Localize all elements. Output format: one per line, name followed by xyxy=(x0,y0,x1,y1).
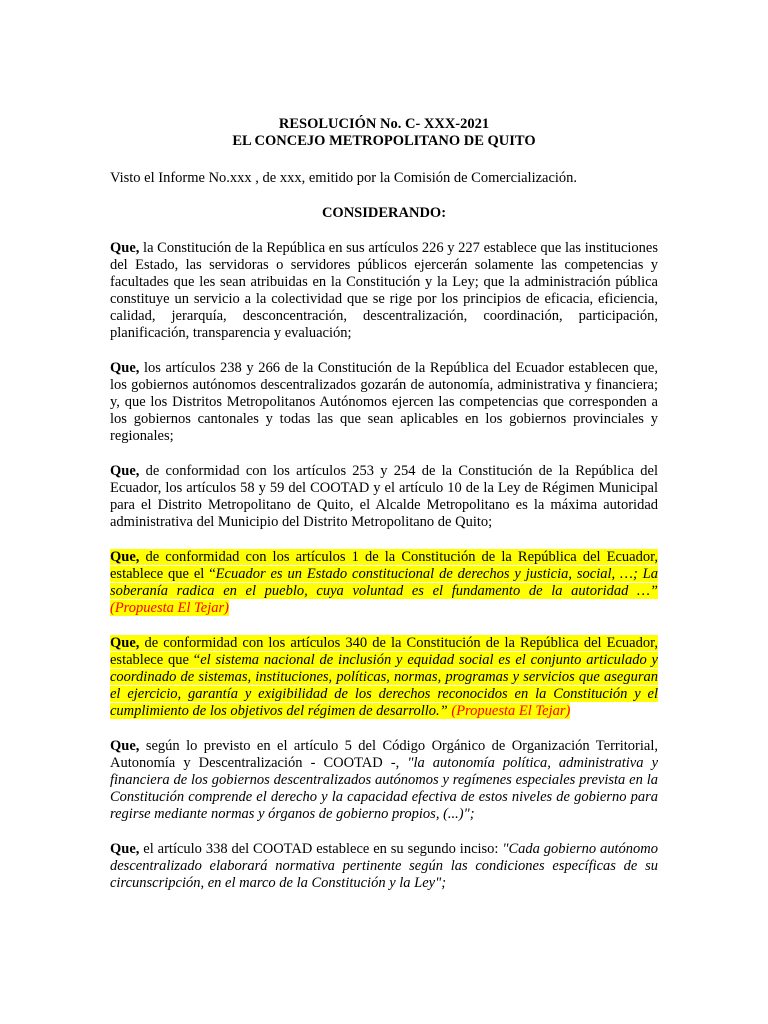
paragraph-text: los artículos 238 y 266 de la Constitución de la República del Ecuador establecen que, los gobiernos autónomos descentralizados gozarán de autonomía, administrativa y financiera; y, que los Distritos Metropolitanos Autónomos ejercen las competencias que corresponden a los gobiernos cantonales y todas las que sean aplicables en los gobiernos provinciales y regionales; xyxy=(110,360,658,444)
highlighted-proposal xyxy=(110,635,658,719)
paragraph-quote: "la autonomía política, administrativa y financiera de los gobiernos descentralizados autónomos y regímenes especiales prevista en la Constitución comprende el derecho y la capacidad efectiva de estos niveles de gobierno para regirse mediante normas y órganos de gobierno propios, (...)"; xyxy=(110,755,659,822)
considerando-paragraph-4 xyxy=(110,549,658,617)
proposal-note: (Propuesta El Tejar) xyxy=(447,703,571,719)
proposal-note: (Propuesta El Tejar) xyxy=(110,600,229,616)
paragraph-quote: Ecuador es un Estado constitucional de derechos y justicia, social, …; La soberanía radica en el pueblo, cuya voluntad es el fundamento de la autoridad …” xyxy=(110,566,658,599)
paragraph-quote: el sistema nacional de inclusión y equidad social es el conjunto articulado y coordinado de sistemas, instituciones, políticas, normas, programas y servicios que aseguran el ejercicio, garantía y exigibilidad de los derechos reconocidos en la Constitución y el cumplimiento de los objetivos del régimen de desarrollo.” xyxy=(110,652,658,719)
visto-statement: Visto el Informe No.xxx , de xxx, emitido por la Comisión de Comercialización. xyxy=(110,170,578,186)
document-title xyxy=(110,116,658,150)
highlighted-proposal xyxy=(110,549,658,616)
paragraph-lead: Que, xyxy=(110,841,140,857)
paragraph-lead: Que, xyxy=(110,549,140,565)
considerando-heading: CONSIDERANDO: xyxy=(321,205,447,221)
considerando-paragraph-3 xyxy=(110,463,658,531)
considerando-paragraph-7 xyxy=(110,841,658,892)
paragraph-lead: Que, xyxy=(110,360,140,376)
paragraph-lead: Que, xyxy=(110,738,140,754)
considerando-paragraph-6 xyxy=(110,738,658,823)
paragraph-text: según lo previsto en el artículo 5 del Código Orgánico de Organización Territorial, Autonomía y Descentralización - COOTAD -, xyxy=(110,738,658,771)
paragraph-text: de conformidad con los artículos 1 de la Constitución de la República del Ecuador, establece que el “ xyxy=(110,549,658,582)
considerando-paragraph-2 xyxy=(110,360,658,445)
paragraph-text: la Constitución de la República en sus artículos 226 y 227 establece que las instituciones del Estado, las servidoras o servidores públicos ejercerán solamente las competencias y facultades que les sean atribuidas en la Constitución y la Ley; que la administración pública constituye un servicio a la colectividad que se rige por los principios de eficacia, eficiencia, calidad, jerarquía, desconcentración, descentralización, coordinación, participación, planificación, transparencia y evaluación; xyxy=(110,240,658,341)
resolution-number: RESOLUCIÓN No. C- XXX-2021 xyxy=(278,116,490,132)
paragraph-quote: "Cada gobierno autónomo descentralizado elaborará normativa pertinente según las condiciones específicas de su circunscripción, en el marco de la Constitución y la Ley"; xyxy=(110,841,659,891)
issuing-body: EL CONCEJO METROPOLITANO DE QUITO xyxy=(232,133,536,149)
paragraph-text: de conformidad con los artículos 253 y 254 de la Constitución de la República del Ecuador, los artículos 58 y 59 del COOTAD y el artículo 10 de la Ley de Régimen Municipal para el Distrito Metropolitano de Quito, el Alcalde Metropolitano es la máxima autoridad administrativa del Municipio del Distrito Metropolitano de Quito; xyxy=(110,463,658,530)
paragraph-lead: Que, xyxy=(110,240,140,256)
paragraph-lead: Que, xyxy=(110,635,140,651)
considerando-paragraph-5 xyxy=(110,635,658,720)
considerando-paragraph-1 xyxy=(110,240,658,342)
paragraph-text: de conformidad con los artículos 340 de la Constitución de la República del Ecuador, establece que “ xyxy=(110,635,658,668)
paragraph-lead: Que, xyxy=(110,463,140,479)
paragraph-text: el artículo 338 del COOTAD establece en su segundo inciso: xyxy=(139,841,503,857)
